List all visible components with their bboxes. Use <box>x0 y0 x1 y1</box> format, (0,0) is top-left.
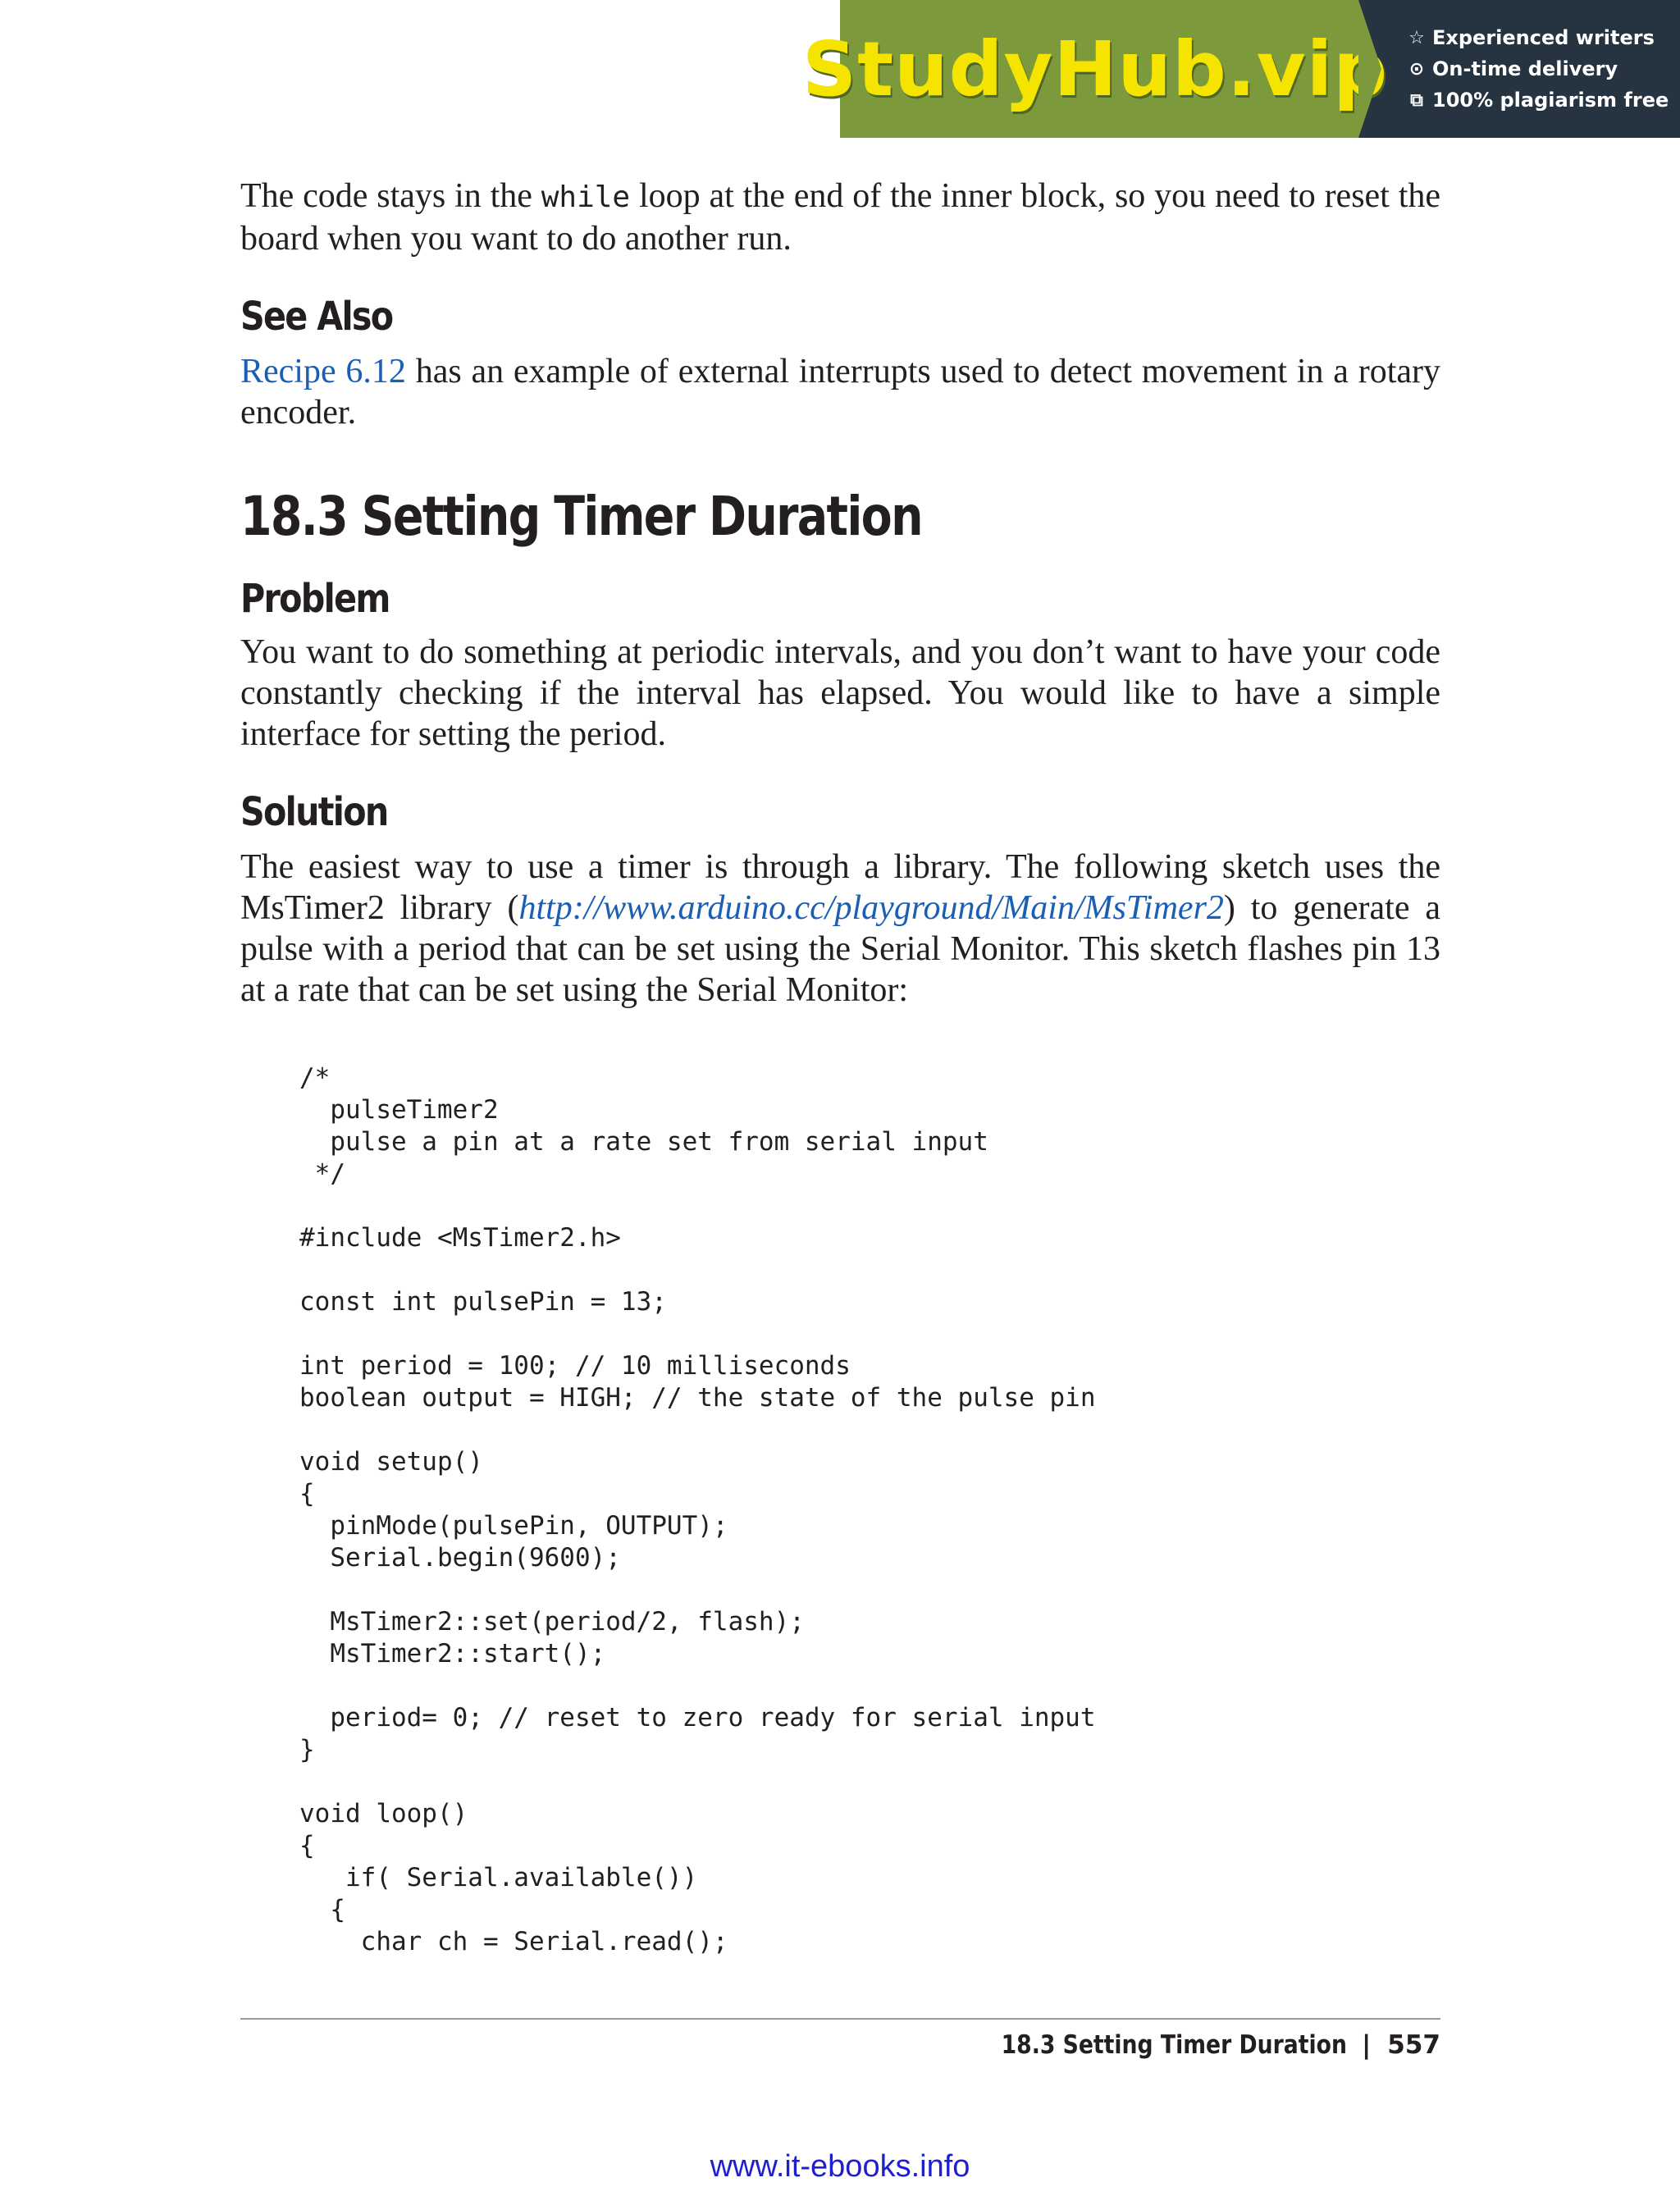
feature-label: Experienced writers <box>1432 26 1655 49</box>
solution-text-end: ) to generate a pulse with a period that can be set using the Serial Monitor. This sketch flashes pin 13 at a rate that can be set using the Serial Monitor: <box>240 889 1440 1009</box>
banner-arrow-shape <box>1358 0 1381 138</box>
ad-banner[interactable] <box>801 0 1680 138</box>
problem-paragraph: You want to do something at periodic intervals, and you don’t want to have your code constantly checking if the interval has elapsed. You would like to have a simple interface for setting the period. <box>240 633 1440 753</box>
brand-panel <box>801 0 1389 138</box>
see-also-text: has an example of external interrupts used to detect movement in a rotary encoder. <box>240 353 1440 431</box>
brand-logo[interactable]: StudyHub.vip <box>801 25 1389 113</box>
section-title: 18.3 Setting Timer Duration <box>240 485 922 548</box>
inline-code: while <box>541 180 631 214</box>
watermark-link[interactable]: www.it-ebooks.info <box>710 2149 970 2184</box>
intro-text-start: The code stays in the <box>240 177 541 215</box>
see-also-paragraph <box>240 351 1440 433</box>
solution-text-start: The easiest way to use a timer is through a library. The following sketch uses the MsTimer2 library ( <box>240 848 1440 927</box>
page-content <box>240 176 1440 1011</box>
feature-plagiarism-free <box>1408 89 1680 112</box>
feature-on-time-delivery <box>1408 57 1680 80</box>
recipe-link[interactable]: Recipe 6.12 <box>240 353 406 390</box>
mstimer2-url-link[interactable]: http://www.arduino.cc/playground/Main/MsTimer2 <box>518 889 1224 927</box>
running-footer <box>945 2030 1440 2060</box>
intro-text-end: loop at the end of the inner block, so you need to reset the board when you want to do another run. <box>240 177 1440 258</box>
feature-label: On-time delivery <box>1432 57 1618 80</box>
page-number: 557 <box>1387 2030 1440 2060</box>
clock-icon: ⊙ <box>1408 58 1425 80</box>
solution-heading: Solution <box>240 789 388 835</box>
feature-experienced-writers <box>1408 26 1680 49</box>
see-also-heading: See Also <box>240 294 393 340</box>
code-listing: /* pulseTimer2 pulse a pin at a rate set from serial input */ #include <MsTimer2.h> const int pulsePin = 13; int period = 100; // 10 milliseconds boolean output = HIGH; // the state of the pulse pin void setup() { pinMode(pulsePin, OUTPUT); Serial.begin(9600); MsTimer2::set(period/2, flash); MsTimer2::start(); period= 0; // reset to zero ready for serial input } void loop() { if( Serial.available()) { char ch = Serial.read(); <box>299 1063 1096 1956</box>
problem-heading: Problem <box>240 576 390 622</box>
solution-paragraph <box>240 847 1440 1011</box>
feature-label: 100% plagiarism free <box>1432 89 1669 112</box>
footer-separator: | <box>1361 2030 1372 2060</box>
footer-rule <box>240 2018 1440 2020</box>
intro-paragraph <box>240 176 1440 259</box>
running-head: 18.3 Setting Timer Duration <box>1001 2030 1347 2060</box>
copy-icon: ⧉ <box>1410 89 1423 111</box>
star-icon: ☆ <box>1408 27 1425 48</box>
features-panel <box>1358 0 1680 138</box>
